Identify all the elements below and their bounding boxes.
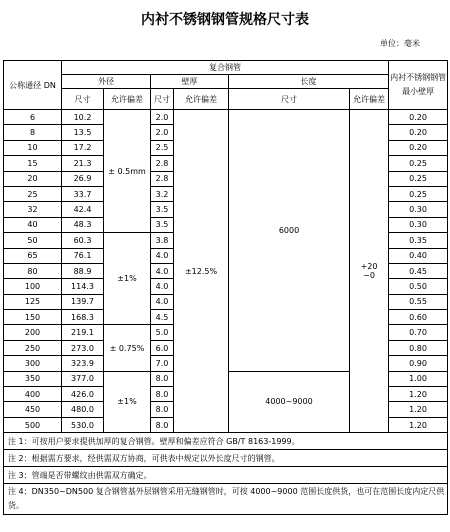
cell-min-wall: 0.60 <box>389 310 448 325</box>
cell-dn: 80 <box>4 263 62 278</box>
cell-min-wall: 0.40 <box>389 248 448 263</box>
note-text: 注 3：管端是否带螺纹由供需双方确定。 <box>4 467 448 484</box>
cell-dn: 125 <box>4 294 62 309</box>
cell-dn: 250 <box>4 340 62 355</box>
cell-dn: 500 <box>4 417 62 432</box>
header-length: 长度 <box>229 75 389 89</box>
length-tolerance-minus: −0 <box>363 271 375 281</box>
cell-min-wall: 0.30 <box>389 202 448 217</box>
cell-dn: 50 <box>4 233 62 248</box>
cell-dn: 10 <box>4 140 62 155</box>
cell-wall: 8.0 <box>151 387 174 402</box>
header-od-tolerance: 允许偏差 <box>104 89 151 110</box>
cell-dn: 350 <box>4 371 62 386</box>
cell-wall: 3.8 <box>151 233 174 248</box>
cell-min-wall: 0.20 <box>389 125 448 140</box>
cell-min-wall: 0.25 <box>389 186 448 201</box>
cell-wall: 3.2 <box>151 186 174 201</box>
cell-od-tolerance: ±1% <box>104 233 151 325</box>
cell-od: 273.0 <box>62 340 104 355</box>
cell-wall: 4.0 <box>151 294 174 309</box>
cell-length-tolerance <box>350 110 389 433</box>
cell-dn: 300 <box>4 356 62 371</box>
cell-min-wall: 1.20 <box>389 387 448 402</box>
cell-dn: 6 <box>4 110 62 125</box>
cell-od: 21.3 <box>62 156 104 171</box>
cell-dn: 100 <box>4 279 62 294</box>
cell-od: 530.0 <box>62 417 104 432</box>
cell-dn: 150 <box>4 310 62 325</box>
cell-wall-tolerance: ±12.5% <box>174 110 229 433</box>
cell-min-wall: 0.20 <box>389 110 448 125</box>
cell-dn: 400 <box>4 387 62 402</box>
cell-min-wall: 0.35 <box>389 233 448 248</box>
cell-wall: 5.0 <box>151 325 174 340</box>
page-title: 内衬不锈钢钢管规格尺寸表 <box>141 12 309 28</box>
cell-min-wall: 0.55 <box>389 294 448 309</box>
header-length-size: 尺寸 <box>229 89 350 110</box>
header-length-tolerance: 允许偏差 <box>350 89 389 110</box>
cell-dn: 8 <box>4 125 62 140</box>
cell-od: 377.0 <box>62 371 104 386</box>
cell-od: 426.0 <box>62 387 104 402</box>
cell-wall: 2.0 <box>151 125 174 140</box>
cell-dn: 15 <box>4 156 62 171</box>
cell-od: 139.7 <box>62 294 104 309</box>
cell-dn: 200 <box>4 325 62 340</box>
note-row <box>4 433 448 450</box>
cell-wall: 7.0 <box>151 356 174 371</box>
cell-od: 10.2 <box>62 110 104 125</box>
note-text: 注 4：DN350~DN500 复合钢管基外层钢管采用无缝钢管时，可按 4000~9000 范围长度供货，也可在范围长度内定尺供货。 <box>4 484 448 515</box>
length-tolerance-plus: +20 <box>360 262 378 272</box>
cell-od-tolerance: ±1% <box>104 371 151 433</box>
header-row-3 <box>4 89 448 110</box>
cell-od: 42.4 <box>62 202 104 217</box>
cell-min-wall: 0.70 <box>389 325 448 340</box>
cell-od: 13.5 <box>62 125 104 140</box>
cell-min-wall: 1.00 <box>389 371 448 386</box>
cell-od: 26.9 <box>62 171 104 186</box>
cell-od: 76.1 <box>62 248 104 263</box>
header-dn: 公称通径 DN <box>4 61 62 110</box>
cell-wall: 2.5 <box>151 140 174 155</box>
cell-od-tolerance: ± 0.75% <box>104 325 151 371</box>
cell-wall: 8.0 <box>151 402 174 417</box>
table-row <box>4 110 448 125</box>
cell-od: 114.3 <box>62 279 104 294</box>
spec-table <box>3 60 448 515</box>
cell-od: 60.3 <box>62 233 104 248</box>
cell-wall: 3.5 <box>151 217 174 232</box>
note-row <box>4 467 448 484</box>
cell-od: 48.3 <box>62 217 104 232</box>
note-row <box>4 450 448 467</box>
cell-wall: 4.0 <box>151 279 174 294</box>
cell-wall: 2.8 <box>151 156 174 171</box>
cell-min-wall: 0.50 <box>389 279 448 294</box>
cell-dn: 65 <box>4 248 62 263</box>
cell-dn: 32 <box>4 202 62 217</box>
note-row <box>4 484 448 515</box>
header-composite: 复合钢管 <box>62 61 389 75</box>
cell-wall: 2.0 <box>151 110 174 125</box>
header-od-size: 尺寸 <box>62 89 104 110</box>
cell-length: 4000~9000 <box>229 371 350 433</box>
cell-wall: 3.5 <box>151 202 174 217</box>
header-wall: 壁厚 <box>151 75 229 89</box>
cell-dn: 450 <box>4 402 62 417</box>
cell-min-wall: 0.25 <box>389 156 448 171</box>
header-row-2 <box>4 75 448 89</box>
cell-dn: 25 <box>4 186 62 201</box>
cell-od: 33.7 <box>62 186 104 201</box>
cell-min-wall: 0.80 <box>389 340 448 355</box>
cell-wall: 4.5 <box>151 310 174 325</box>
cell-min-wall: 1.20 <box>389 417 448 432</box>
cell-od: 480.0 <box>62 402 104 417</box>
header-row-1 <box>4 61 448 75</box>
cell-min-wall: 0.45 <box>389 263 448 278</box>
cell-dn: 40 <box>4 217 62 232</box>
cell-min-wall: 0.20 <box>389 140 448 155</box>
cell-od: 323.9 <box>62 356 104 371</box>
header-wall-tolerance: 允许偏差 <box>174 89 229 110</box>
cell-od: 168.3 <box>62 310 104 325</box>
cell-od: 17.2 <box>62 140 104 155</box>
cell-min-wall: 0.90 <box>389 356 448 371</box>
cell-min-wall: 1.20 <box>389 402 448 417</box>
cell-wall: 8.0 <box>151 417 174 432</box>
cell-wall: 4.0 <box>151 248 174 263</box>
cell-min-wall: 0.25 <box>389 171 448 186</box>
unit-label: 单位：毫米 <box>380 39 420 48</box>
note-text: 注 1：可按用户要求提供加厚的复合钢管。壁厚和偏差应符合 GB/T 8163-1999。 <box>4 433 448 450</box>
cell-od-tolerance: ± 0.5mm <box>104 110 151 233</box>
cell-wall: 4.0 <box>151 263 174 278</box>
cell-od: 219.1 <box>62 325 104 340</box>
cell-min-wall: 0.30 <box>389 217 448 232</box>
cell-dn: 20 <box>4 171 62 186</box>
cell-od: 88.9 <box>62 263 104 278</box>
cell-length: 6000 <box>229 110 350 372</box>
header-wall-size: 尺寸 <box>151 89 174 110</box>
header-outer-diameter: 外径 <box>62 75 151 89</box>
cell-wall: 8.0 <box>151 371 174 386</box>
header-min-wall: 内衬不锈钢钢管最小壁厚 <box>389 61 448 110</box>
cell-wall: 6.0 <box>151 340 174 355</box>
note-text: 注 2：根据需方要求，经供需双方协商，可供表中规定以外长度尺寸的钢管。 <box>4 450 448 467</box>
cell-wall: 2.8 <box>151 171 174 186</box>
